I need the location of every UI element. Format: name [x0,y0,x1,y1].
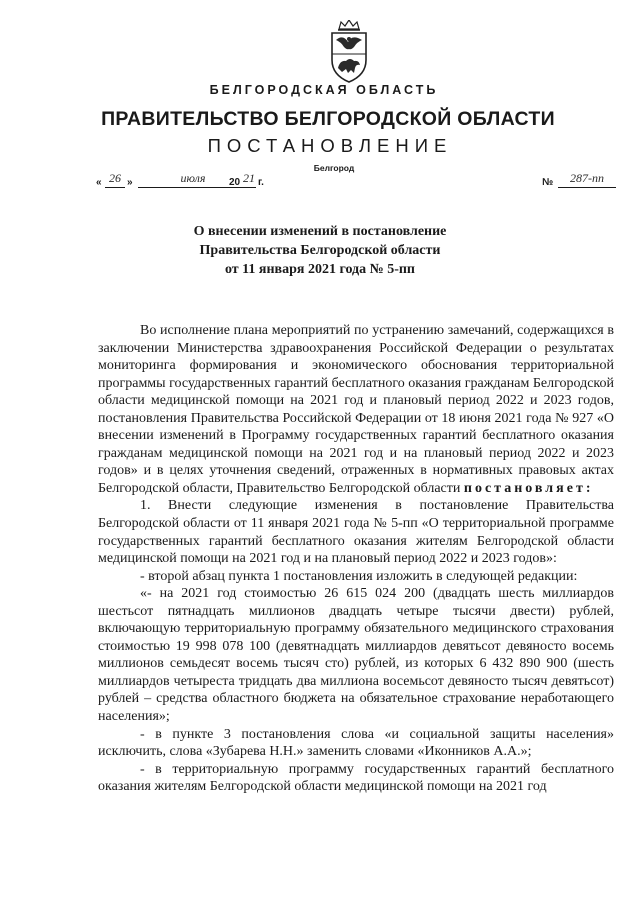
close-quote: » [127,177,133,188]
document-number: 287-пп [558,171,616,188]
resolves-word: постановляет: [463,480,594,496]
date-number-line [96,172,616,190]
preamble-text: Во исполнение плана мероприятий по устранению замечаний, содержащихся в заключении Министерства здравоохранения Российской Федерации о результатах мониторинга формирования и экономического обоснования территориальной программы государственных гарантий бесплатного оказания гражданам Белгородской области медицинской помощи на 2021 год и плановый период 2022 и 2023 годов, постановления Правительства Российской Федерации от 18 июня 2021 года № 927 «О внесении изменений в Программу государственных гарантий бесплатного оказания гражданам медицинской помощи на 2021 год и на плановый период 2022 и 2023 годов» и в целях уточнения сведений, отраженных в нормативных правовых актах Белгородской области, Правительство Белгородской области [98,323,614,496]
city-name: Белгород [313,163,355,173]
year-abbr: г. [258,177,264,188]
year-prefix: 20 [229,177,241,188]
region-name: БЕЛГОРОДСКАЯ ОБЛАСТЬ [209,83,439,97]
open-quote: « [96,177,102,188]
title-line-3: от 11 января 2021 года № 5-пп [224,262,416,277]
document-type: ПОСТАНОВЛЕНИЕ [207,135,453,156]
date-day: 26 [105,171,125,188]
government-name: ПРАВИТЕЛЬСТВО БЕЛГОРОДСКОЙ ОБЛАСТИ [101,108,555,130]
year-suffix: 21 [242,171,256,188]
quoted-amendment-paragraph: «- на 2021 год стоимостью 26 615 024 200 (двадцать шесть миллиардов шестьсот пятнадцать миллионов двадцать четыре тысячи двести) рублей, включающую территориальную программу обязательного медицинского страхования стоимостью 19 998 078 100 (девятнадцать миллиардов девятьсот девяносто восемь миллионов семьдесят восемь тысяч сто) рублей, из которых 6 432 890 900 (шесть миллиардов четыреста тридцать два миллиона восемьсот девяносто тысяч девятьсот) рублей – средства областного бюджета на обязательное страхование неработающего населения»; [98,586,614,725]
title-line-2: Правительства Белгородской области [199,243,441,258]
subitem-paragraph-3: - в территориальную программу государственных гарантий бесплатного оказания жителям Белгородской области медицинской помощи на 2021 год [98,761,614,795]
date-month: июля [138,171,248,188]
subitem-paragraph-2: - в пункте 3 постановления слова «и социальной защиты населения» исключить, слова «Зубарева Н.Н.» заменить словами «Иконников А.А.»; [98,726,614,760]
preamble-paragraph [98,322,614,497]
item-1-paragraph: 1. Внести следующие изменения в постановление Правительства Белгородской области от 11 января 2021 года № 5-пп «О территориальной программе государственных гарантий бесплатного оказания жителям Белгородской области медицинской помощи на 2021 год и на плановый период 2022 и 2023 годов»: [98,498,614,567]
document-body [98,322,614,796]
document-title [0,222,640,279]
coat-of-arms-icon [326,20,372,84]
subitem-paragraph-1: - второй абзац пункта 1 постановления изложить в следующей редакции: [140,568,578,584]
number-label: № [542,177,554,188]
title-line-1: О внесении изменений в постановление [193,224,447,239]
